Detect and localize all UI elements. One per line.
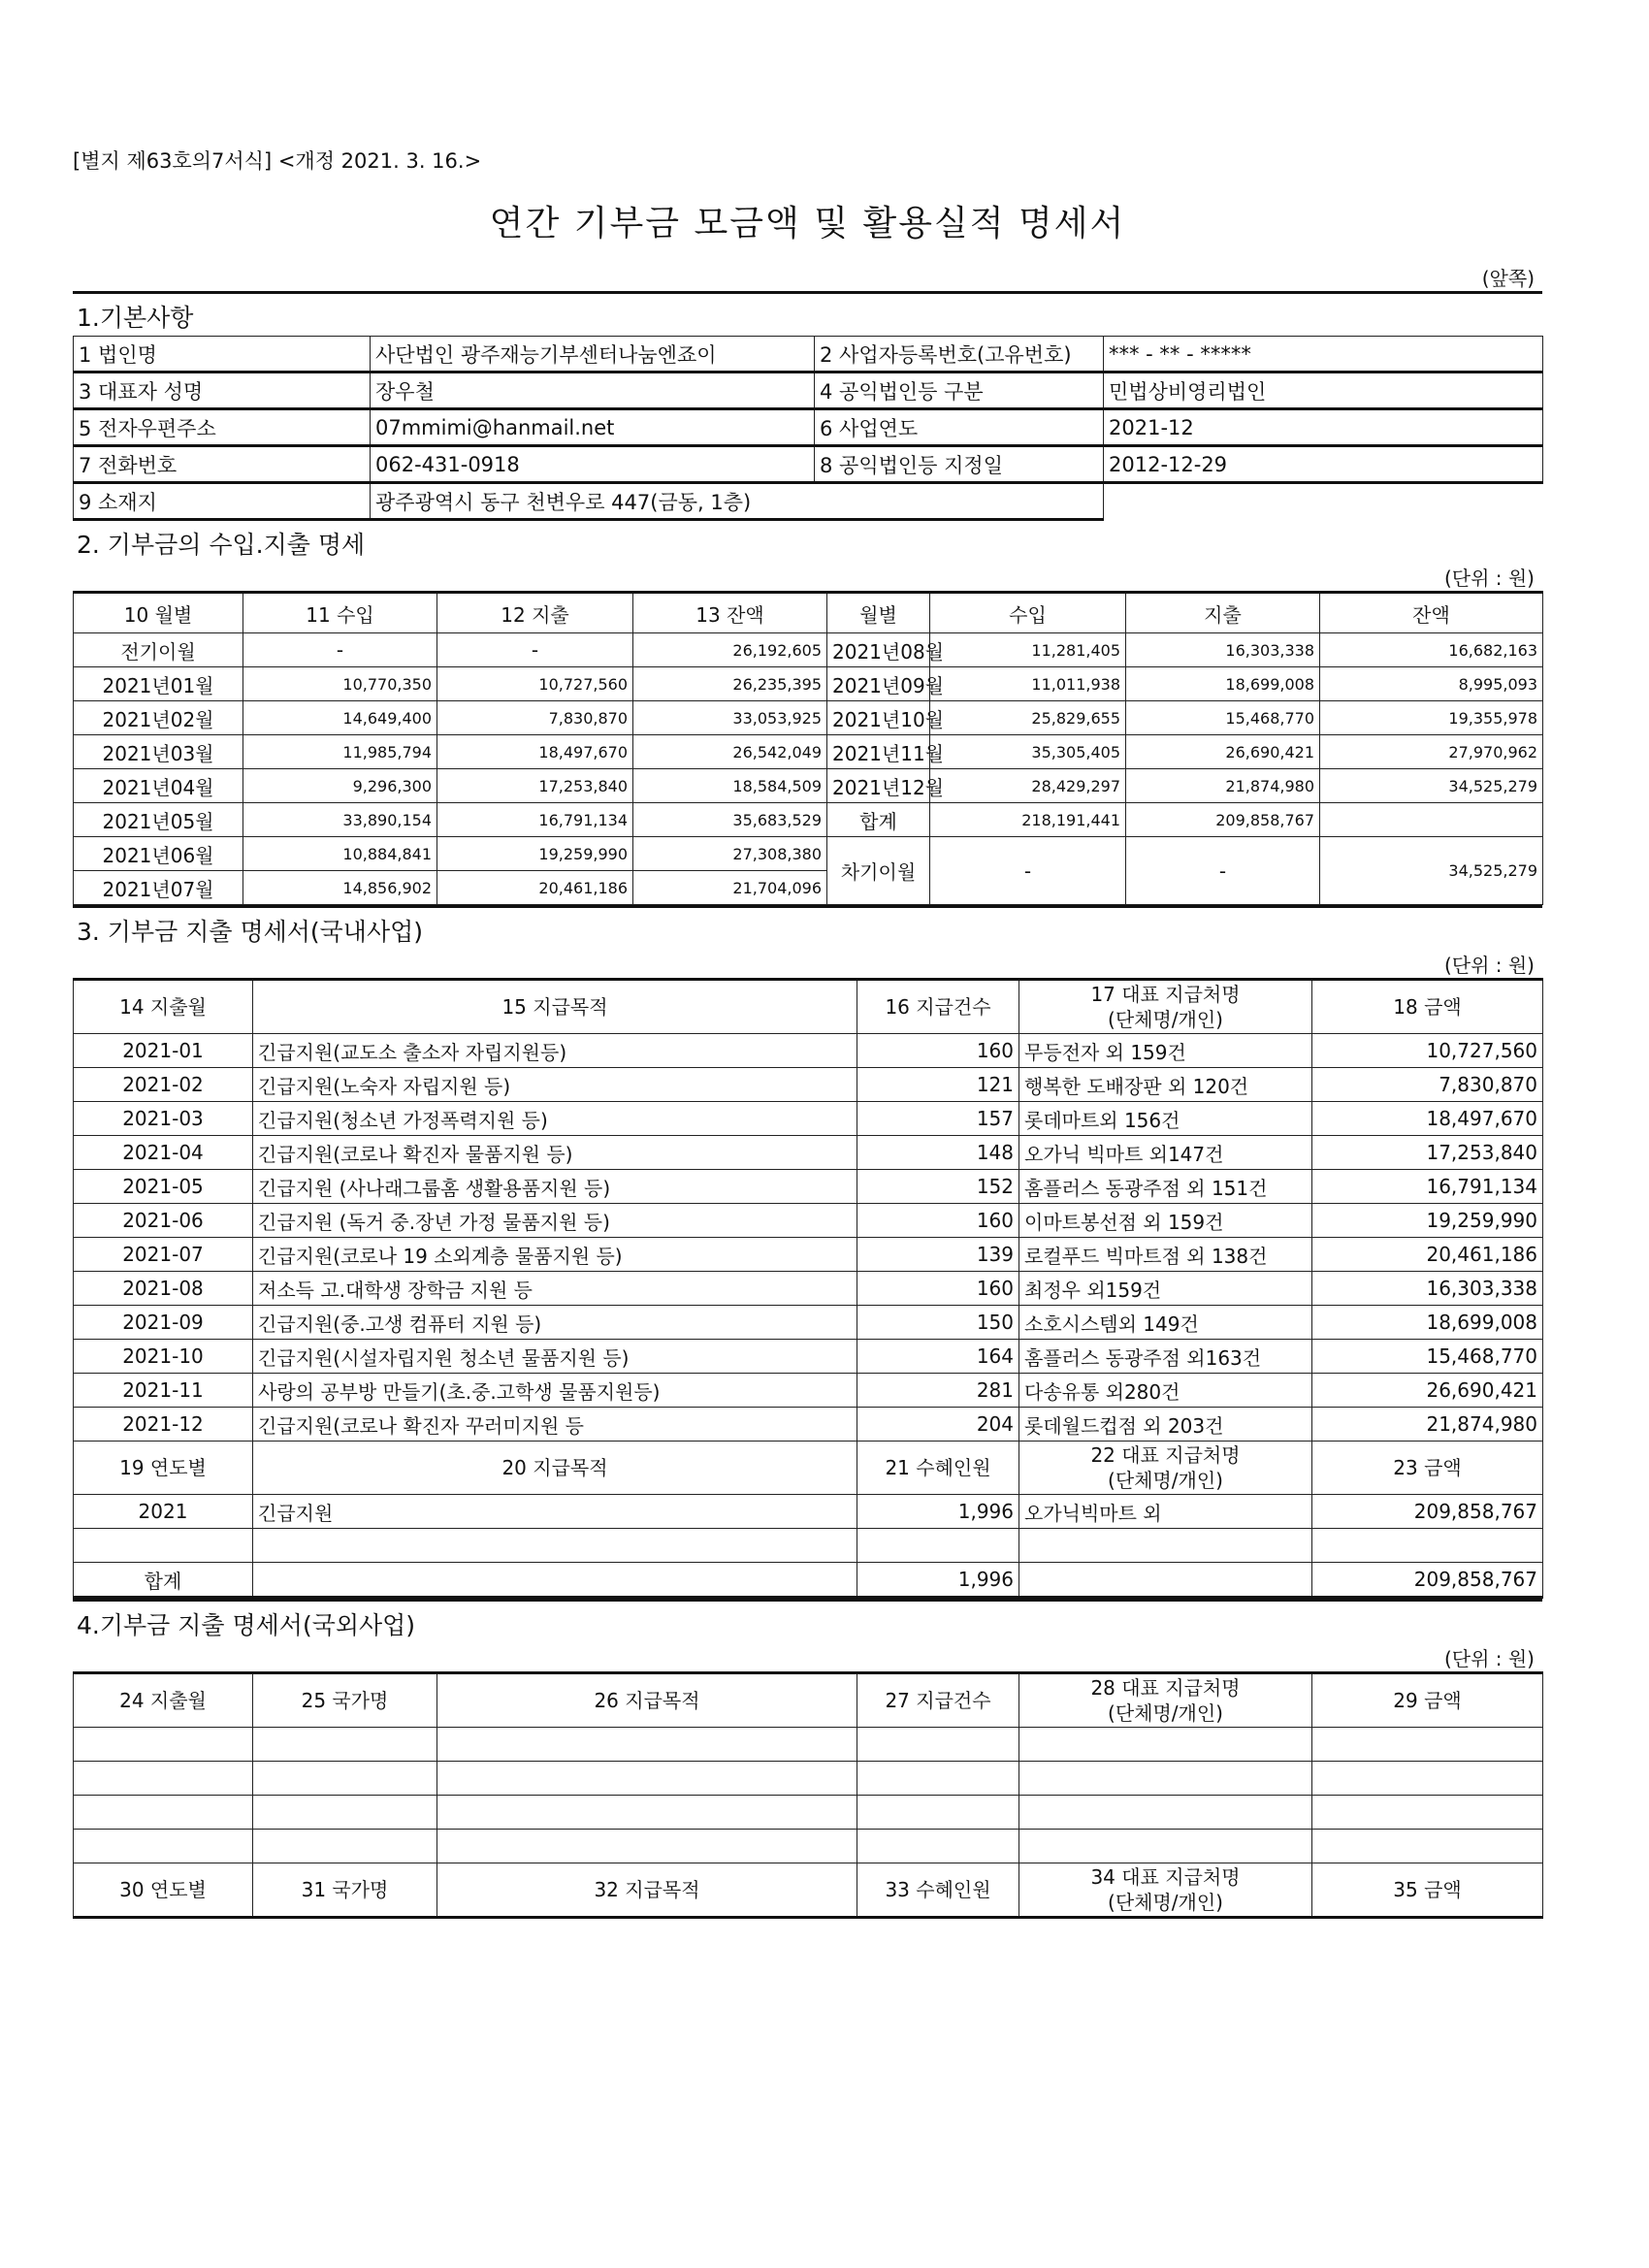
basic-info-row: [74, 373, 1543, 409]
income-cell: 10,884,841: [243, 837, 437, 871]
field-label: 7 전화번호: [74, 446, 371, 483]
total-label: 합계: [74, 1563, 253, 1598]
amount-cell: 16,303,338: [1312, 1272, 1543, 1306]
amount-cell: 18,699,008: [1312, 1306, 1543, 1340]
income-cell: 14,856,902: [243, 871, 437, 905]
expense-cell: 26,690,421: [1126, 735, 1320, 769]
month-cell: 2021-09: [74, 1306, 253, 1340]
column-header: 19 연도별: [74, 1442, 253, 1495]
column-header: 32 지급목적: [437, 1863, 857, 1918]
count-cell: 160: [857, 1204, 1019, 1238]
month-cell: 2021-11: [74, 1374, 253, 1408]
income-cell: 14,649,400: [243, 701, 437, 735]
income-cell: 11,985,794: [243, 735, 437, 769]
empty-cell: [857, 1762, 1019, 1796]
amount-cell: 26,690,421: [1312, 1374, 1543, 1408]
table-header-row: [74, 980, 1543, 1034]
month-cell: 2021년04월: [74, 769, 243, 803]
balance-cell: 16,682,163: [1320, 633, 1543, 667]
empty-cell: [437, 1762, 857, 1796]
month-cell: 2021년06월: [74, 837, 243, 871]
expense-cell: 18,699,008: [1126, 667, 1320, 701]
purpose-cell: 긴급지원 (독거 중.장년 가정 물품지원 등): [253, 1204, 857, 1238]
field-value: 062-431-0918: [371, 446, 815, 483]
table-header-row: [74, 1442, 1543, 1495]
income-cell: 35,305,405: [930, 735, 1126, 769]
empty-cell: [437, 1728, 857, 1762]
total-amount: 209,858,767: [1312, 1563, 1543, 1598]
column-header: 월별: [827, 593, 930, 633]
month-cell: 합계: [827, 803, 930, 837]
income-cell: 10,770,350: [243, 667, 437, 701]
unit-note: (단위 : 원): [1443, 954, 1535, 977]
carry-forward-label: 차기이월: [827, 837, 930, 905]
empty-cell: [74, 1762, 253, 1796]
expense-cell: -: [437, 633, 633, 667]
table-header-row: [74, 1863, 1543, 1918]
column-header: 수입: [930, 593, 1126, 633]
recipient-cell: 오가닉빅마트 외: [1019, 1495, 1312, 1529]
field-label: 5 전자우편주소: [74, 409, 371, 446]
empty-cell: [857, 1529, 1019, 1563]
balance-cell: 35,683,529: [633, 803, 827, 837]
amount-cell: 7,830,870: [1312, 1068, 1543, 1102]
column-header: 11 수입: [243, 593, 437, 633]
empty-cell: [1019, 1830, 1312, 1863]
table-row: [74, 1272, 1543, 1306]
amount-cell: 19,259,990: [1312, 1204, 1543, 1238]
income-cell: 218,191,441: [930, 803, 1126, 837]
recipient-cell: 행복한 도배장판 외 120건: [1019, 1068, 1312, 1102]
balance-cell: 26,542,049: [633, 735, 827, 769]
balance-cell: 8,995,093: [1320, 667, 1543, 701]
table-row: [74, 1170, 1543, 1204]
field-value: *** - ** - *****: [1104, 337, 1543, 373]
field-value: 장우철: [371, 373, 815, 409]
carry-balance: 34,525,279: [1320, 837, 1543, 905]
location-value: 광주광역시 동구 천변우로 447(금동, 1층): [371, 483, 1104, 520]
month-cell: 2021년05월: [74, 803, 243, 837]
column-header: 18 금액: [1312, 980, 1543, 1034]
income-cell: 25,829,655: [930, 701, 1126, 735]
field-value: 사단법인 광주재능기부센터나눔엔죠이: [371, 337, 815, 373]
domestic-expense-table: [73, 978, 1543, 1599]
month-cell: 2021년08월: [827, 633, 930, 667]
column-header: 35 금액: [1312, 1863, 1543, 1918]
expense-cell: 15,468,770: [1126, 701, 1320, 735]
income-expense-table: [73, 591, 1543, 905]
recipient-cell: 롯데마트외 156건: [1019, 1102, 1312, 1136]
column-header: 25 국가명: [253, 1673, 437, 1728]
empty-cell: [74, 1796, 253, 1830]
empty-cell: [857, 1728, 1019, 1762]
purpose-cell: 긴급지원(코로나 확진자 꾸러미지원 등: [253, 1408, 857, 1442]
amount-cell: 16,791,134: [1312, 1170, 1543, 1204]
header-line: (단체명/개인): [1108, 1701, 1223, 1725]
empty-cell: [1312, 1762, 1543, 1796]
basic-info-row: [74, 409, 1543, 446]
month-cell: 2021년01월: [74, 667, 243, 701]
month-cell: 2021-01: [74, 1034, 253, 1068]
column-header: 지출: [1126, 593, 1320, 633]
header-line: (단체명/개인): [1108, 1469, 1223, 1492]
field-value: 2021-12: [1104, 409, 1543, 446]
table-row: [74, 1102, 1543, 1136]
section-1-title: 1.기본사항: [73, 291, 1542, 336]
empty-cell: [253, 1728, 437, 1762]
purpose-cell: 긴급지원(코로나 19 소외계층 물품지원 등): [253, 1238, 857, 1272]
total-beneficiaries: 1,996: [857, 1563, 1019, 1598]
purpose-cell: 저소득 고.대학생 장학금 지원 등: [253, 1272, 857, 1306]
expense-cell: 19,259,990: [437, 837, 633, 871]
empty-cell: [437, 1830, 857, 1863]
month-cell: 2021-07: [74, 1238, 253, 1272]
empty-cell: [437, 1796, 857, 1830]
table-row: [74, 1136, 1543, 1170]
count-cell: 164: [857, 1340, 1019, 1374]
balance-cell: [1320, 803, 1543, 837]
field-label: 2 사업자등록번호(고유번호): [815, 337, 1104, 373]
basic-info-row: [74, 337, 1543, 373]
balance-cell: 33,053,925: [633, 701, 827, 735]
empty-cell: [1312, 1529, 1543, 1563]
purpose-cell: 긴급지원(교도소 출소자 자립지원등): [253, 1034, 857, 1068]
header-line: 34 대표 지급처명: [1090, 1865, 1241, 1889]
table-row: [74, 1238, 1543, 1272]
column-header: 21 수혜인원: [857, 1442, 1019, 1495]
header-line: (단체명/개인): [1108, 1008, 1223, 1031]
empty-row: [74, 1529, 1543, 1563]
field-label: 3 대표자 성명: [74, 373, 371, 409]
basic-info-row: [74, 446, 1543, 483]
table-header-row: [74, 593, 1543, 633]
table-row: [74, 837, 1543, 871]
purpose-cell: 긴급지원(청소년 가정폭력지원 등): [253, 1102, 857, 1136]
amount-cell: 209,858,767: [1312, 1495, 1543, 1529]
month-cell: 2021년03월: [74, 735, 243, 769]
field-label: 1 법인명: [74, 337, 371, 373]
carry-expense: -: [1126, 837, 1320, 905]
month-cell: 2021-03: [74, 1102, 253, 1136]
column-header: [1019, 1673, 1312, 1728]
column-header: 29 금액: [1312, 1673, 1543, 1728]
count-cell: 150: [857, 1306, 1019, 1340]
purpose-cell: 긴급지원: [253, 1495, 857, 1529]
count-cell: 121: [857, 1068, 1019, 1102]
amount-cell: 18,497,670: [1312, 1102, 1543, 1136]
empty-cell: [253, 1529, 857, 1563]
total-row: [74, 1563, 1543, 1598]
count-cell: 157: [857, 1102, 1019, 1136]
field-label: 8 공익법인등 지정일: [815, 446, 1104, 483]
expense-cell: 17,253,840: [437, 769, 633, 803]
table-row: [74, 1068, 1543, 1102]
month-cell: 전기이월: [74, 633, 243, 667]
purpose-cell: 긴급지원 (사나래그룹홈 생활용품지원 등): [253, 1170, 857, 1204]
table-row: [74, 1034, 1543, 1068]
purpose-cell: 사랑의 공부방 만들기(초.중.고학생 물품지원등): [253, 1374, 857, 1408]
empty-cell: [1019, 1529, 1312, 1563]
column-header: 13 잔액: [633, 593, 827, 633]
field-label: 6 사업연도: [815, 409, 1104, 446]
column-header: 12 지출: [437, 593, 633, 633]
recipient-cell: 로컬푸드 빅마트점 외 138건: [1019, 1238, 1312, 1272]
recipient-cell: 이마트봉선점 외 159건: [1019, 1204, 1312, 1238]
table-row: [74, 633, 1543, 667]
count-cell: 281: [857, 1374, 1019, 1408]
balance-cell: 27,970,962: [1320, 735, 1543, 769]
overseas-expense-table: [73, 1671, 1543, 1919]
count-cell: 139: [857, 1238, 1019, 1272]
month-cell: 2021년12월: [827, 769, 930, 803]
recipient-cell: 홈플러스 동광주점 외 151건: [1019, 1170, 1312, 1204]
recipient-cell: 소호시스템외 149건: [1019, 1306, 1312, 1340]
month-cell: 2021-06: [74, 1204, 253, 1238]
table-row: [74, 1408, 1543, 1442]
front-side-note: (앞쪽): [1481, 267, 1535, 290]
column-header: 16 지급건수: [857, 980, 1019, 1034]
year-cell: 2021: [74, 1495, 253, 1529]
count-cell: 152: [857, 1170, 1019, 1204]
header-line: 22 대표 지급처명: [1090, 1443, 1241, 1467]
income-cell: 33,890,154: [243, 803, 437, 837]
empty-row: [74, 1830, 1543, 1863]
table-row: [74, 1340, 1543, 1374]
amount-cell: 21,874,980: [1312, 1408, 1543, 1442]
expense-cell: 18,497,670: [437, 735, 633, 769]
column-header: 24 지출월: [74, 1673, 253, 1728]
expense-cell: 7,830,870: [437, 701, 633, 735]
column-header: 30 연도별: [74, 1863, 253, 1918]
expense-cell: 21,874,980: [1126, 769, 1320, 803]
recipient-cell: 롯데월드컵점 외 203건: [1019, 1408, 1312, 1442]
empty-cell: [253, 1563, 857, 1598]
month-cell: 2021년09월: [827, 667, 930, 701]
expense-cell: 209,858,767: [1126, 803, 1320, 837]
column-header: 잔액: [1320, 593, 1543, 633]
balance-cell: 26,235,395: [633, 667, 827, 701]
income-cell: 11,011,938: [930, 667, 1126, 701]
amount-cell: 15,468,770: [1312, 1340, 1543, 1374]
table-row: [74, 1306, 1543, 1340]
balance-cell: 18,584,509: [633, 769, 827, 803]
amount-cell: 20,461,186: [1312, 1238, 1543, 1272]
amount-cell: 17,253,840: [1312, 1136, 1543, 1170]
table-row: [74, 735, 1543, 769]
empty-cell: [1312, 1728, 1543, 1762]
empty-cell: [1312, 1830, 1543, 1863]
form-reference: [별지 제63호의7서식] <개정 2021. 3. 16.>: [73, 149, 482, 173]
section-4-title: 4.기부금 지출 명세서(국외사업): [73, 1599, 1542, 1643]
income-cell: 9,296,300: [243, 769, 437, 803]
empty-cell: [1019, 1563, 1312, 1598]
unit-note: (단위 : 원): [1443, 1647, 1535, 1670]
field-value: 2012-12-29: [1104, 446, 1543, 483]
balance-cell: 21,704,096: [633, 871, 827, 905]
carry-income: -: [930, 837, 1126, 905]
count-cell: 204: [857, 1408, 1019, 1442]
column-header: 26 지급목적: [437, 1673, 857, 1728]
month-cell: 2021-02: [74, 1068, 253, 1102]
recipient-cell: 다송유통 외280건: [1019, 1374, 1312, 1408]
month-cell: 2021-12: [74, 1408, 253, 1442]
header-line: (단체명/개인): [1108, 1891, 1223, 1914]
month-cell: 2021-08: [74, 1272, 253, 1306]
column-header: 31 국가명: [253, 1863, 437, 1918]
column-header: 27 지급건수: [857, 1673, 1019, 1728]
empty-cell: [74, 1529, 253, 1563]
empty-cell: [857, 1830, 1019, 1863]
empty-cell: [253, 1762, 437, 1796]
table-row: [74, 701, 1543, 735]
table-row: [74, 769, 1543, 803]
count-cell: 160: [857, 1034, 1019, 1068]
page-title: 연간 기부금 모금액 및 활용실적 명세서: [489, 204, 1126, 243]
recipient-cell: 홈플러스 동광주점 외163건: [1019, 1340, 1312, 1374]
table-row: [74, 667, 1543, 701]
month-cell: 2021년02월: [74, 701, 243, 735]
empty-cell: [1019, 1796, 1312, 1830]
expense-cell: 16,791,134: [437, 803, 633, 837]
month-cell: 2021년11월: [827, 735, 930, 769]
column-header: 33 수혜인원: [857, 1863, 1019, 1918]
expense-cell: 20,461,186: [437, 871, 633, 905]
recipient-cell: 최정우 외159건: [1019, 1272, 1312, 1306]
field-label: 4 공익법인등 구분: [815, 373, 1104, 409]
table-row: [74, 1495, 1543, 1529]
month-cell: 2021-05: [74, 1170, 253, 1204]
recipient-cell: 무등전자 외 159건: [1019, 1034, 1312, 1068]
header-line: 28 대표 지급처명: [1090, 1676, 1241, 1700]
column-header: 23 금액: [1312, 1442, 1543, 1495]
field-value: 민법상비영리법인: [1104, 373, 1543, 409]
empty-row: [74, 1728, 1543, 1762]
table-row: [74, 1204, 1543, 1238]
balance-cell: 27,308,380: [633, 837, 827, 871]
basic-info-table: [73, 336, 1543, 521]
column-header: [1019, 1442, 1312, 1495]
column-header: [1019, 1863, 1312, 1918]
expense-cell: 10,727,560: [437, 667, 633, 701]
empty-cell: [253, 1830, 437, 1863]
purpose-cell: 긴급지원(코로나 확진자 물품지원 등): [253, 1136, 857, 1170]
location-label: 9 소재지: [74, 483, 371, 520]
balance-cell: 19,355,978: [1320, 701, 1543, 735]
empty-row: [74, 1762, 1543, 1796]
section-3-title: 3. 기부금 지출 명세서(국내사업): [73, 905, 1542, 950]
month-cell: 2021-10: [74, 1340, 253, 1374]
empty-cell: [1312, 1796, 1543, 1830]
count-cell: 160: [857, 1272, 1019, 1306]
month-cell: 2021-04: [74, 1136, 253, 1170]
empty-row: [74, 1796, 1543, 1830]
purpose-cell: 긴급지원(노숙자 자립지원 등): [253, 1068, 857, 1102]
table-row: [74, 1374, 1543, 1408]
column-header: 10 월별: [74, 593, 243, 633]
income-cell: 28,429,297: [930, 769, 1126, 803]
column-header: 20 지급목적: [253, 1442, 857, 1495]
balance-cell: 26,192,605: [633, 633, 827, 667]
amount-cell: 10,727,560: [1312, 1034, 1543, 1068]
beneficiaries-cell: 1,996: [857, 1495, 1019, 1529]
column-header: 14 지출월: [74, 980, 253, 1034]
income-cell: -: [243, 633, 437, 667]
empty-cell: [74, 1830, 253, 1863]
empty-cell: [74, 1728, 253, 1762]
balance-cell: 34,525,279: [1320, 769, 1543, 803]
unit-note: (단위 : 원): [1443, 567, 1535, 590]
column-header: 15 지급목적: [253, 980, 857, 1034]
field-value: 07mmimi@hanmail.net: [371, 409, 815, 446]
empty-cell: [1019, 1762, 1312, 1796]
count-cell: 148: [857, 1136, 1019, 1170]
expense-cell: 16,303,338: [1126, 633, 1320, 667]
section-2-title: 2. 기부금의 수입.지출 명세: [77, 531, 366, 559]
income-cell: 11,281,405: [930, 633, 1126, 667]
table-header-row: [74, 1673, 1543, 1728]
table-row: [74, 803, 1543, 837]
header-line: 17 대표 지급처명: [1090, 983, 1241, 1006]
purpose-cell: 긴급지원(시설자립지원 청소년 물품지원 등): [253, 1340, 857, 1374]
purpose-cell: 긴급지원(중.고생 컴퓨터 지원 등): [253, 1306, 857, 1340]
empty-cell: [1019, 1728, 1312, 1762]
column-header: [1019, 980, 1312, 1034]
recipient-cell: 오가닉 빅마트 외147건: [1019, 1136, 1312, 1170]
empty-cell: [253, 1796, 437, 1830]
month-cell: 2021년07월: [74, 871, 243, 905]
month-cell: 2021년10월: [827, 701, 930, 735]
empty-cell: [857, 1796, 1019, 1830]
document-page: [73, 146, 1542, 1919]
